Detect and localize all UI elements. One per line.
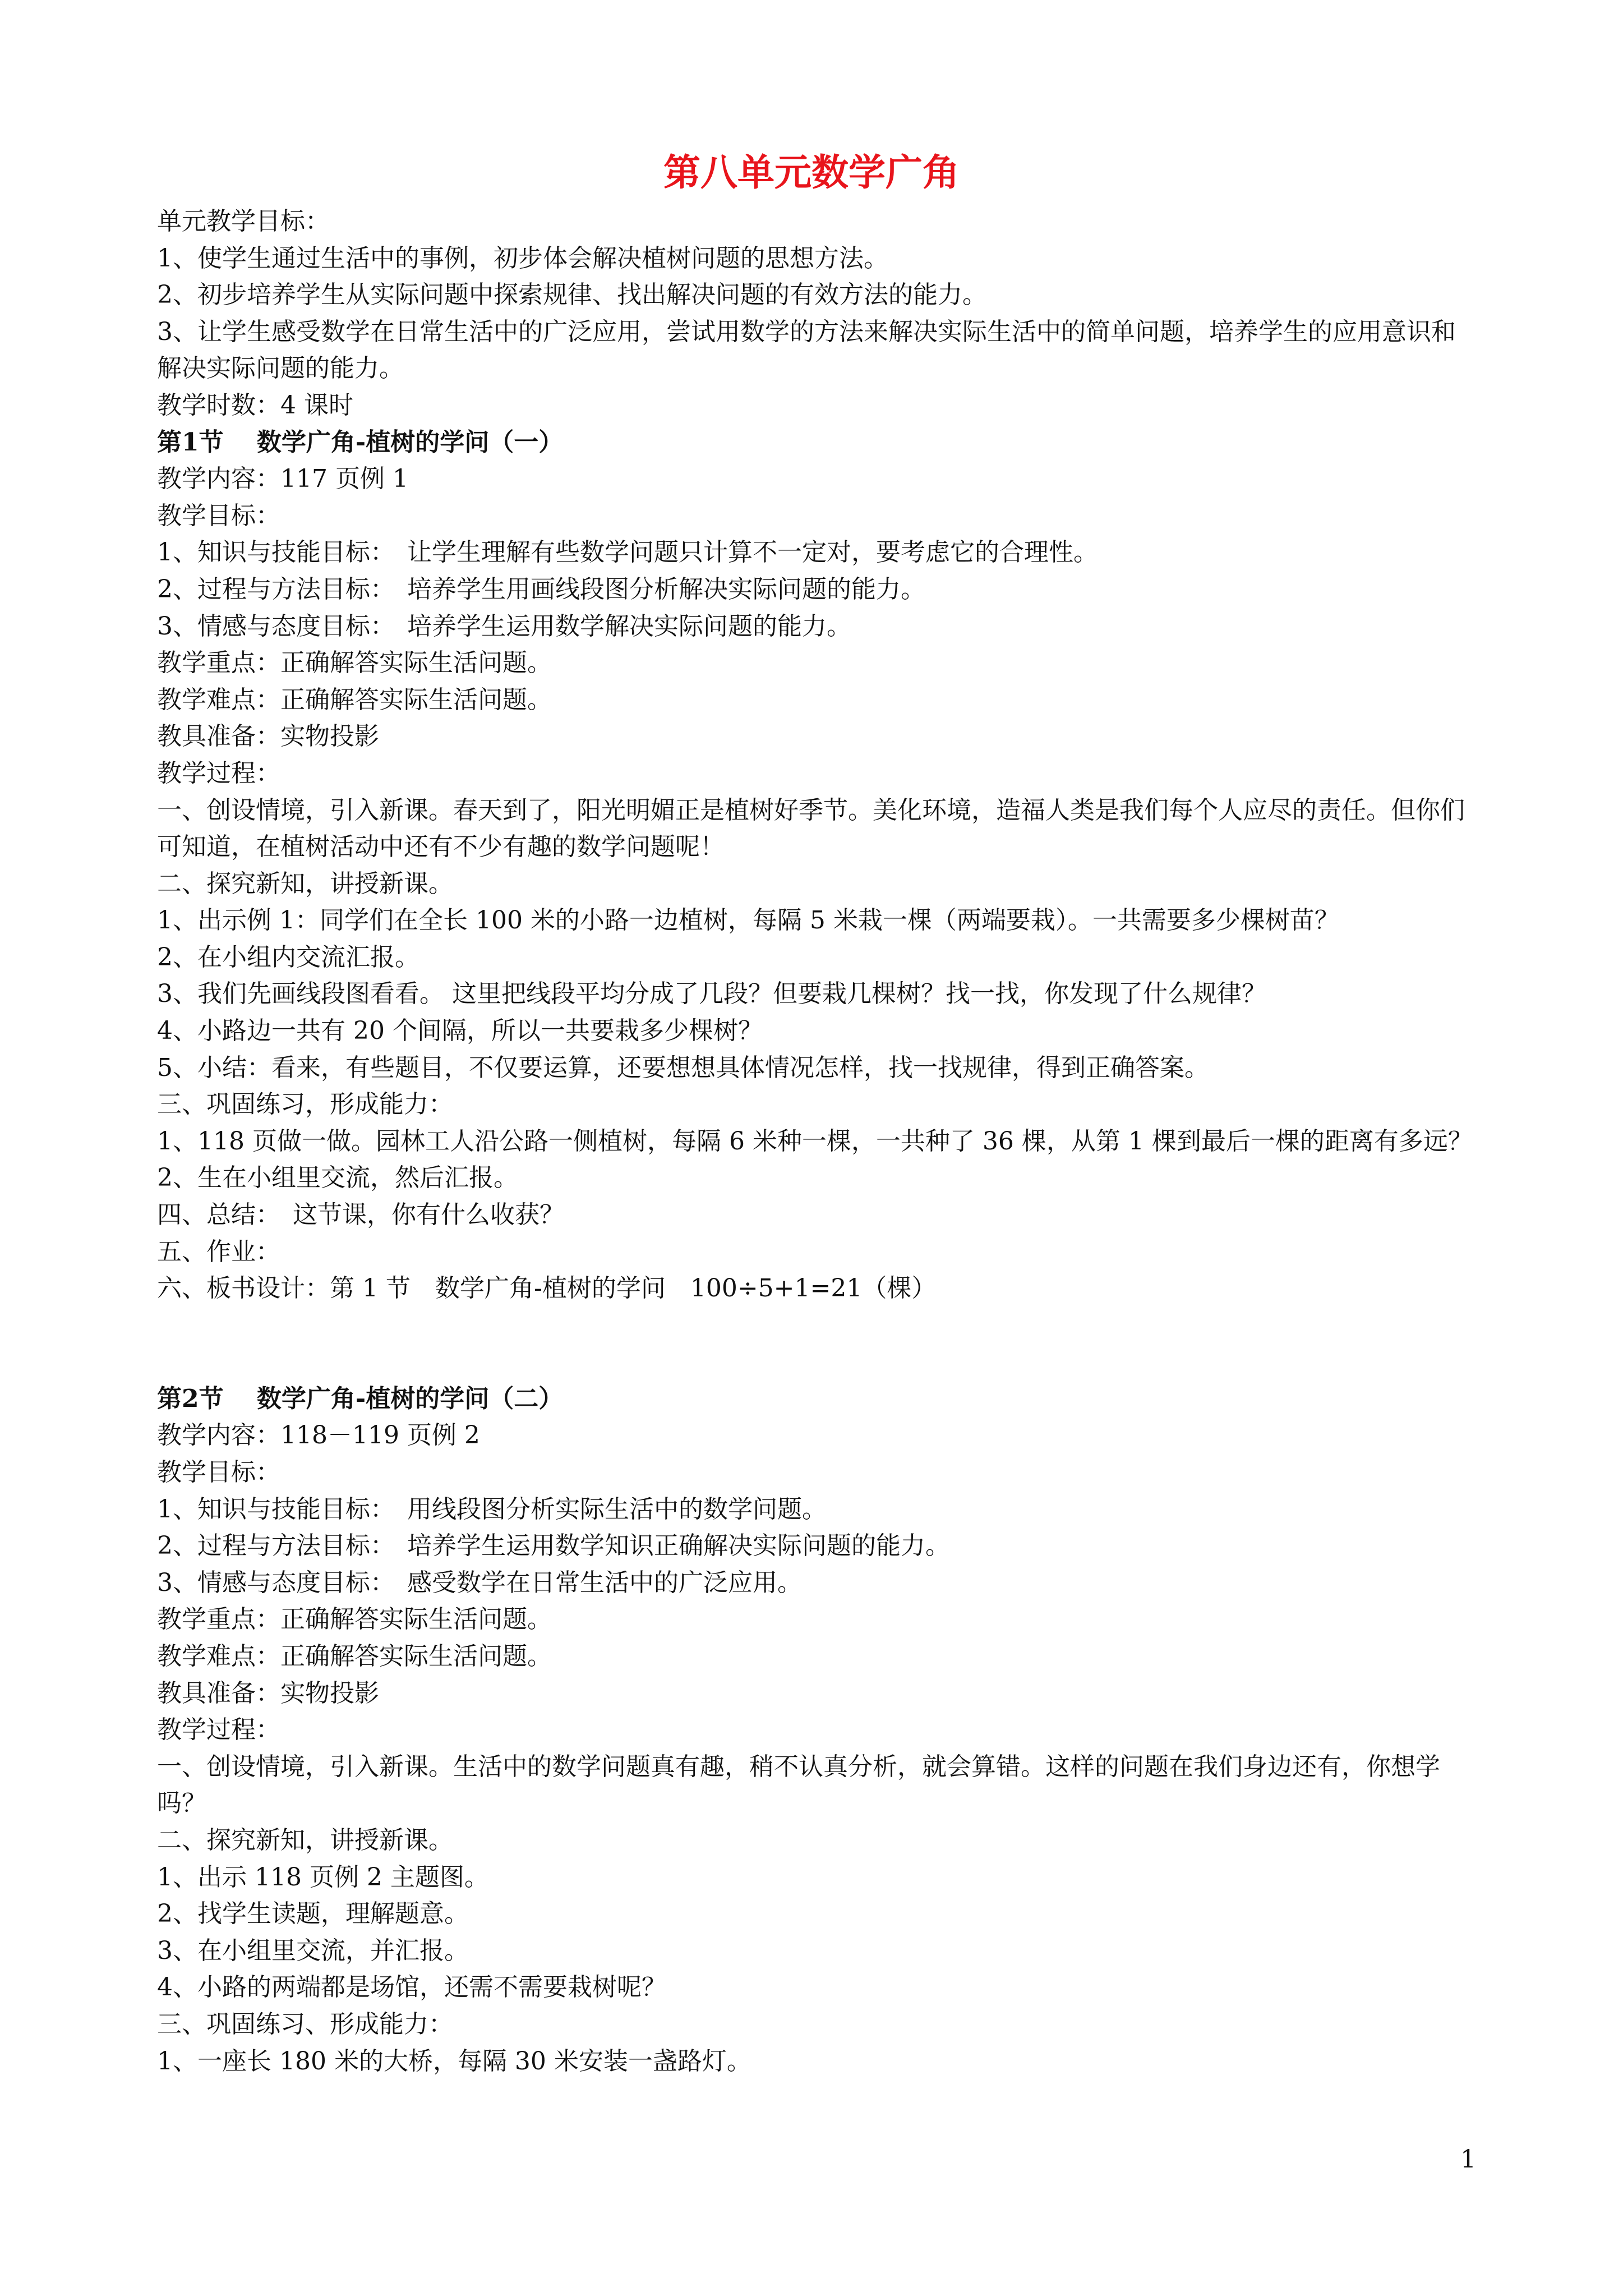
section-spacer	[157, 1307, 1475, 1381]
teaching-goals-label: 教学目标：	[157, 1458, 280, 1487]
teaching-goal-item: 3、情感与态度目标： 培养学生运用数学解决实际问题的能力。	[157, 611, 851, 641]
unit-goal-item: 1、使学生通过生活中的事例，初步体会解决植树问题的思想方法。	[157, 243, 888, 273]
process-step: 2、找学生读题，理解题意。	[157, 1899, 469, 1929]
document-body	[157, 203, 1475, 2079]
unit-goal-item: 3、让学生感受数学在日常生活中的广泛应用，尝试用数学的方法来解决实际生活中的简单问题，培养学生的应用意识和解决实际问题的能力。	[157, 317, 1456, 383]
process-step: 5、小结：看来，有些题目，不仅要运算，还要想想具体情况怎样，找一找规律，得到正确答案。	[157, 1053, 1209, 1082]
process-step: 3、我们先画线段图看看。 这里把线段平均分成了几段？但要栽几棵树？找一找，你发现了什么规律？	[157, 979, 1266, 1009]
process-step: 五、作业：	[157, 1237, 280, 1266]
process-step: 一、创设情境，引入新课。生活中的数学问题真有趣，稍不认真分析，就会算错。这样的问题在我们身边还有，你想学吗？	[157, 1752, 1440, 1818]
blackboard-design: 六、板书设计：第 1 节 数学广角-植树的学问 100÷5+1=21（棵）	[157, 1274, 937, 1303]
process-step: 4、小路的两端都是场馆，还需不需要栽树呢？	[157, 1973, 666, 2002]
process-step: 三、巩固练习，形成能力：	[157, 1090, 453, 1119]
teaching-difficulty: 教学难点：正确解答实际生活问题。	[157, 1641, 552, 1671]
teaching-tools: 教具准备：实物投影	[157, 1678, 379, 1708]
process-step: 3、在小组里交流，并汇报。	[157, 1936, 469, 1965]
teaching-hours: 教学时数：4 课时	[157, 390, 353, 420]
process-step: 1、出示 118 页例 2 主题图。	[157, 1862, 489, 1892]
teaching-goals-label: 教学目标：	[157, 501, 280, 530]
process-step: 1、118 页做一做。园林工人沿公路一侧植树，每隔 6 米种一棵，一共种了 36 棵，从第 1 棵到最后一棵的距离有多远？	[157, 1126, 1473, 1156]
process-step: 一、创设情境，引入新课。春天到了，阳光明媚正是植树好季节。美化环境，造福人类是我们每个人应尽的责任。但你们可知道，在植树活动中还有不少有趣的数学问题呢！	[157, 795, 1465, 862]
section-heading: 第1节 数学广角-植树的学问（一）	[157, 427, 564, 457]
teaching-content: 教学内容：117 页例 1	[157, 464, 408, 494]
teaching-goal-item: 2、过程与方法目标： 培养学生用画线段图分析解决实际问题的能力。	[157, 574, 925, 604]
unit-goal-item: 2、初步培养学生从实际问题中探索规律、找出解决问题的有效方法的能力。	[157, 280, 987, 310]
process-step: 1、一座长 180 米的大桥，每隔 30 米安装一盏路灯。	[157, 2046, 751, 2076]
teaching-process-label: 教学过程：	[157, 1715, 280, 1745]
teaching-process-label: 教学过程：	[157, 758, 280, 788]
unit-goals-label: 单元教学目标：	[157, 207, 330, 236]
process-step: 四、总结： 这节课，你有什么收获？	[157, 1200, 564, 1230]
process-step: 2、在小组内交流汇报。	[157, 942, 419, 972]
teaching-content: 教学内容：118－119 页例 2	[157, 1421, 480, 1450]
process-step: 2、生在小组里交流，然后汇报。	[157, 1163, 518, 1193]
teaching-goal-item: 2、过程与方法目标： 培养学生运用数学知识正确解决实际问题的能力。	[157, 1531, 950, 1561]
process-step: 二、探究新知，讲授新课。	[157, 869, 453, 898]
teaching-goal-item: 1、知识与技能目标： 用线段图分析实际生活中的数学问题。	[157, 1494, 827, 1524]
teaching-key-point: 教学重点：正确解答实际生活问题。	[157, 648, 552, 678]
teaching-goal-item: 3、情感与态度目标： 感受数学在日常生活中的广泛应用。	[157, 1568, 802, 1597]
teaching-difficulty: 教学难点：正确解答实际生活问题。	[157, 685, 552, 714]
process-step: 三、巩固练习、形成能力：	[157, 2009, 453, 2039]
document-title: 第八单元数学广角	[663, 150, 960, 194]
teaching-key-point: 教学重点：正确解答实际生活问题。	[157, 1605, 552, 1634]
process-step: 二、探究新知，讲授新课。	[157, 1825, 453, 1855]
teaching-tools: 教具准备：实物投影	[157, 722, 379, 751]
page-number: 1	[1460, 2145, 1476, 2174]
process-step: 1、出示例 1：同学们在全长 100 米的小路一边植树，每隔 5 米栽一棵（两端要栽）。一共需要多少棵树苗？	[157, 906, 1339, 935]
process-step: 4、小路边一共有 20 个间隔，所以一共要栽多少棵树？	[157, 1016, 763, 1046]
teaching-goal-item: 1、知识与技能目标： 让学生理解有些数学问题只计算不一定对，要考虑它的合理性。	[157, 538, 1098, 567]
section-heading: 第2节 数学广角-植树的学问（二）	[157, 1384, 564, 1413]
